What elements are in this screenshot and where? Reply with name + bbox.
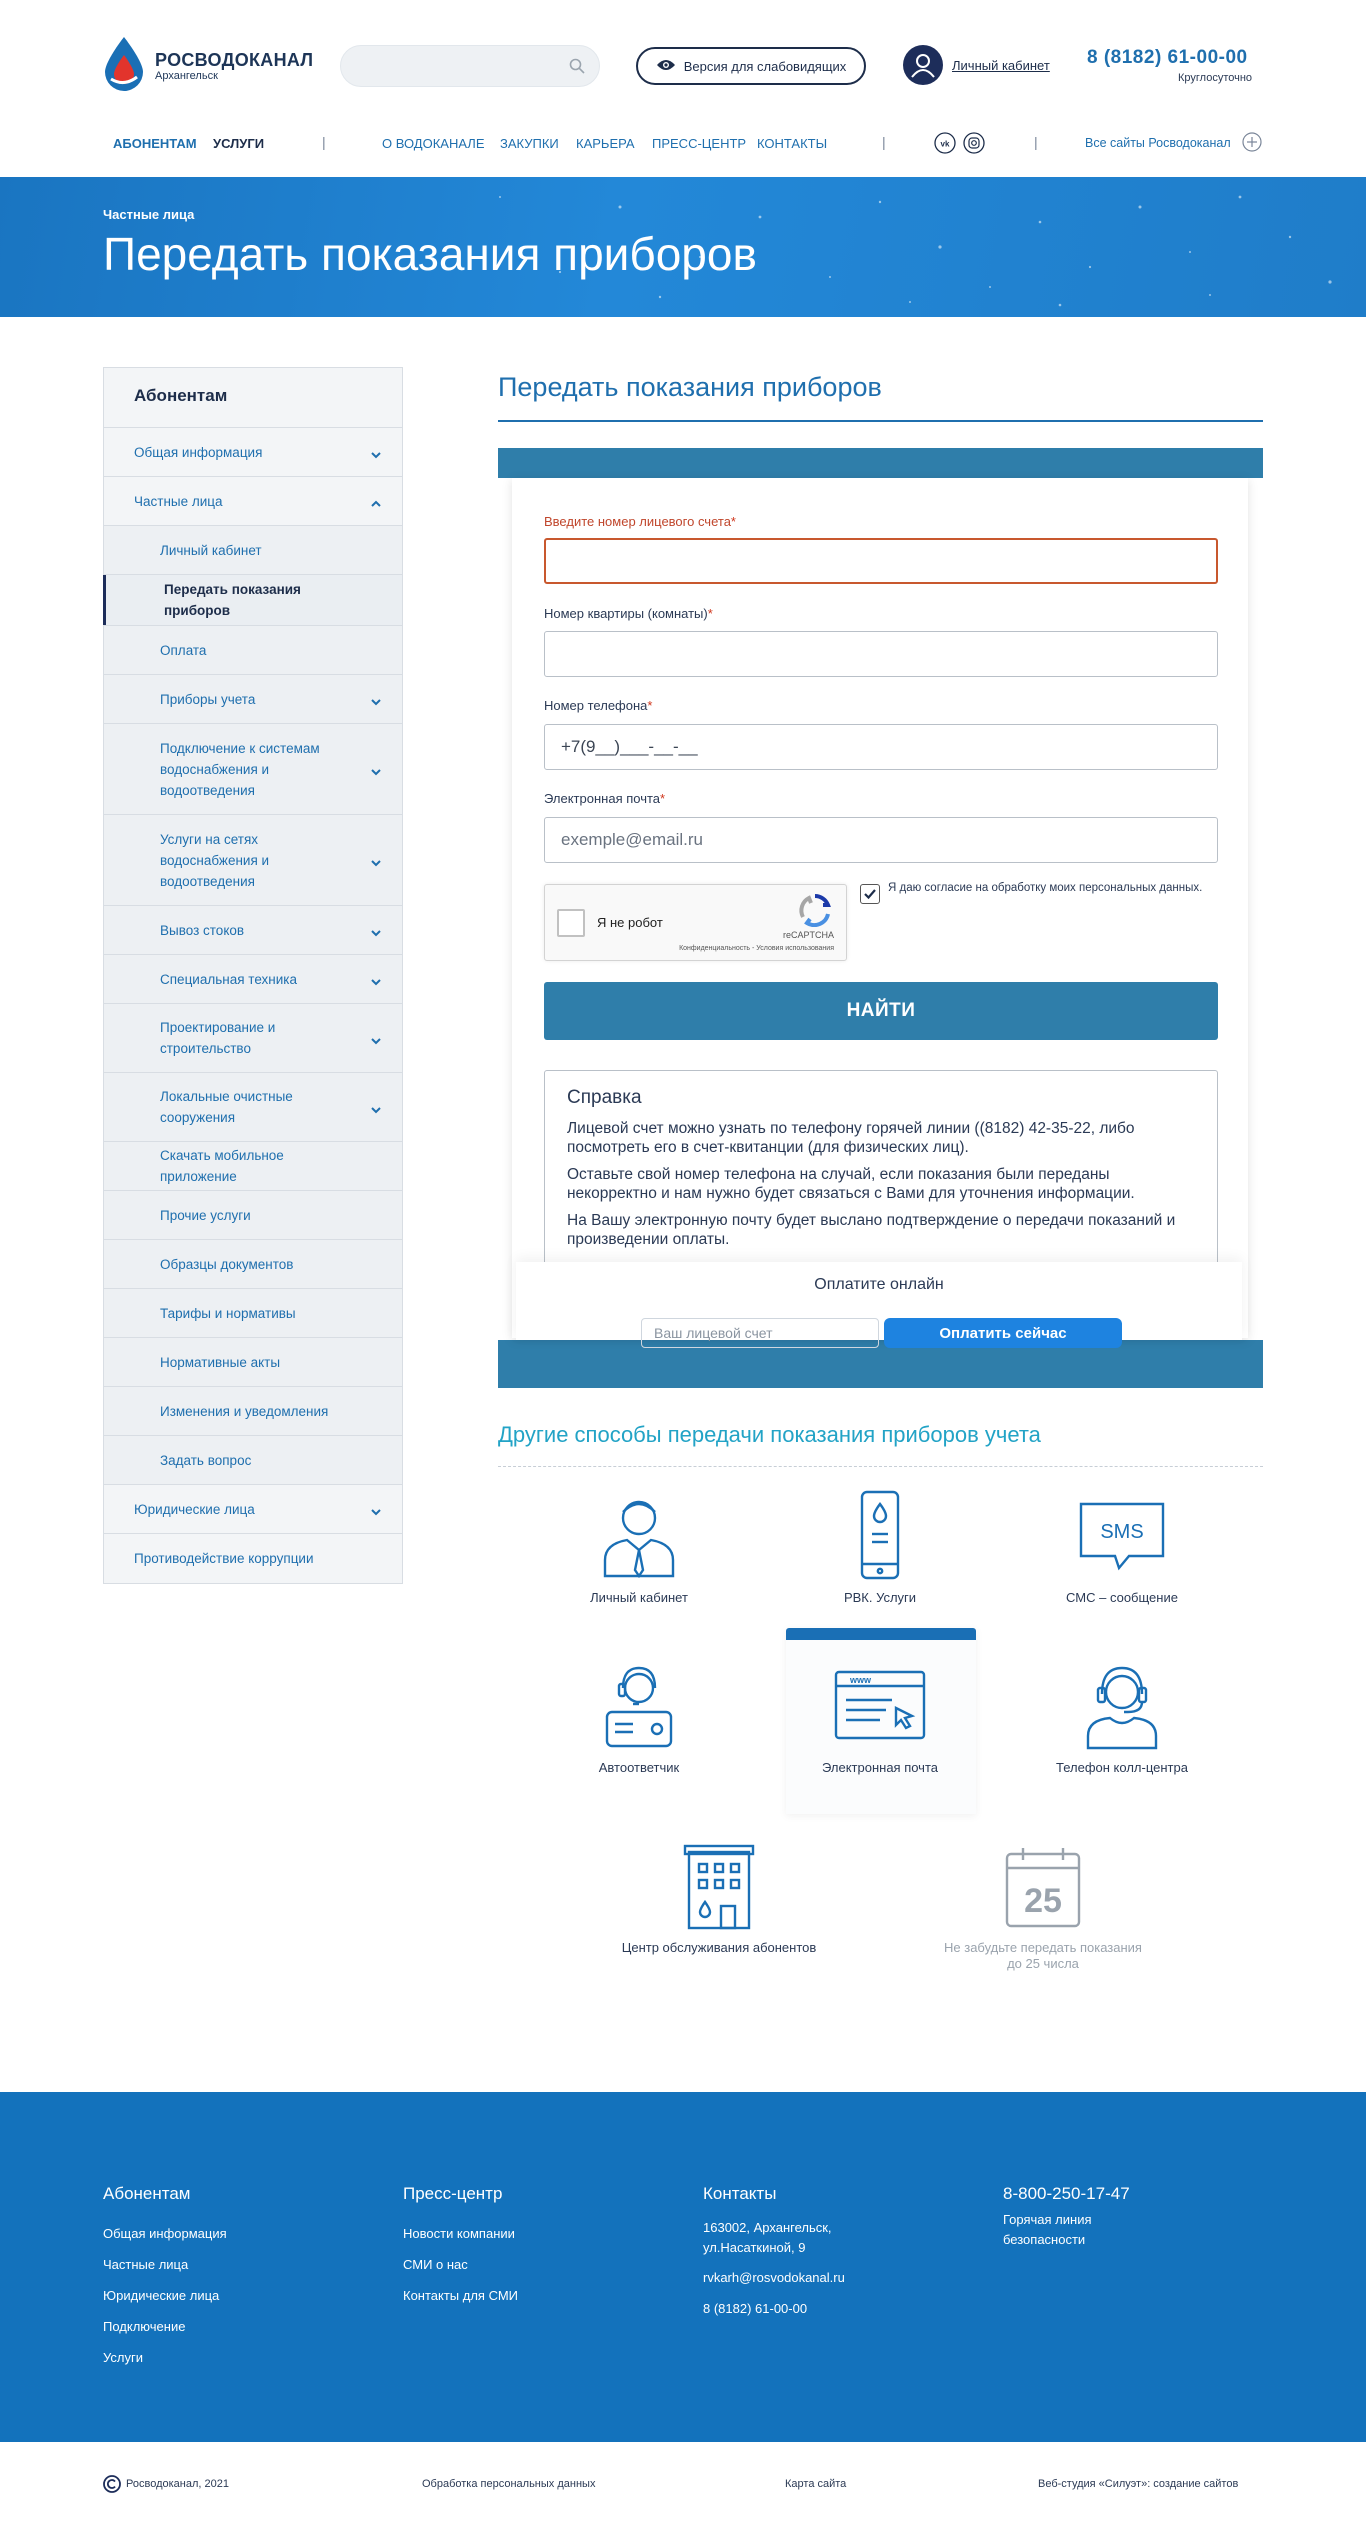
footer-col-press (403, 2184, 518, 2311)
footer-link[interactable]: Новости компании (403, 2226, 515, 2241)
svg-text:25: 25 (1024, 1882, 1062, 1920)
sidebar-item-label: Частные лица (134, 493, 223, 509)
pay-account-input[interactable]: Ваш лицевой счет (641, 1318, 879, 1348)
sidebar (103, 367, 403, 1584)
flat-label: Номер квартиры (комнаты)* (544, 606, 713, 621)
nav-about[interactable]: О ВОДОКАНАЛЕ (382, 136, 485, 151)
sidebar-item[interactable] (104, 1240, 402, 1289)
phone-input[interactable]: +7(9__)___-__-__ (544, 724, 1218, 770)
sidebar-item[interactable] (104, 1387, 402, 1436)
nav-uslugi[interactable]: УСЛУГИ (213, 136, 265, 151)
captcha-label: Я не робот (597, 915, 663, 930)
sidebar-item-label: Подключение к системам водоснабжения и водоотведения (160, 740, 320, 798)
footer-link[interactable]: Контакты для СМИ (403, 2288, 519, 2303)
sidebar-item-label: Задать вопрос (160, 1452, 252, 1468)
checkmark-icon (861, 885, 879, 903)
consent-label: Я даю согласие на обработку моих персональных данных. (888, 882, 1203, 894)
breadcrumb[interactable]: Частные лица (103, 207, 195, 222)
sidebar-item[interactable] (104, 575, 402, 626)
footer-link[interactable]: Юридические лица (103, 2288, 220, 2303)
footer (0, 2092, 1366, 2442)
sidebar-item[interactable] (104, 1289, 402, 1338)
sidebar-item-label: Личный кабинет (160, 542, 262, 558)
sidebar-item[interactable] (104, 724, 402, 815)
chevron-down-icon[interactable] (370, 446, 382, 458)
chevron-down-icon[interactable] (370, 1503, 382, 1515)
footer-link[interactable]: СМИ о нас (403, 2257, 468, 2272)
sidebar-item[interactable] (104, 1004, 402, 1073)
method-item[interactable] (1022, 1664, 1222, 1776)
copyright-icon (103, 2475, 121, 2498)
sitemap-link[interactable]: Карта сайта (785, 2478, 847, 2490)
header-phone[interactable]: 8 (8182) 61-00-00 (1087, 47, 1248, 68)
footer-phone[interactable]: 8 (8182) 61-00-00 (703, 2301, 808, 2316)
building-icon (677, 1844, 761, 1930)
sidebar-item-label: Юридические лица (134, 1501, 255, 1517)
method-label: Личный кабинет (590, 1590, 688, 1605)
person-icon (597, 1490, 681, 1580)
plus-circle-icon[interactable] (1242, 132, 1262, 157)
method-label: Центр обслуживания абонентов (621, 1940, 817, 1955)
sidebar-item[interactable] (104, 428, 402, 477)
chevron-down-icon[interactable] (370, 924, 382, 936)
search-input[interactable] (340, 45, 600, 87)
browser-icon (832, 1664, 928, 1750)
sidebar-item[interactable] (104, 1073, 402, 1142)
chevron-down-icon[interactable] (370, 693, 382, 705)
footer-link[interactable]: Услуги (103, 2350, 143, 2365)
method-label: Телефон колл-центра (1056, 1760, 1188, 1775)
captcha-checkbox[interactable] (557, 909, 585, 937)
pay-now-button[interactable]: Оплатить сейчас (884, 1318, 1122, 1348)
sidebar-item-label: Оплата (160, 642, 207, 658)
sidebar-item-label: Локальные очистные сооружения (160, 1089, 293, 1125)
find-button[interactable]: НАЙТИ (544, 982, 1218, 1040)
sidebar-item[interactable] (104, 526, 402, 575)
sidebar-item-label: Передать показания приборов (164, 582, 301, 618)
sidebar-item-label: Специальная техника (160, 971, 297, 987)
sidebar-item[interactable] (104, 477, 402, 526)
footer-col-hotline (1003, 2184, 1163, 2250)
logo-subtitle: Архангельск (155, 70, 218, 82)
footer-link[interactable]: Общая информация (103, 2226, 227, 2241)
phone-note: Круглосуточно (1178, 72, 1253, 84)
captcha-brand: reCAPTCHA (782, 930, 834, 940)
svg-text:SMS: SMS (1100, 1521, 1144, 1543)
studio-link[interactable]: Веб-студия «Силуэт»: создание сайтов (1038, 2478, 1239, 2490)
methods-title: Другие способы передачи показания приборов учета (498, 1422, 1041, 1447)
hotline-phone[interactable]: 8-800-250-17-47 (1003, 2184, 1130, 2203)
eye-icon (656, 58, 676, 75)
reference-text: На Вашу электронную почту будет выслано подтверждение о передачи показаний и произведении оплаты. (567, 1212, 1176, 1248)
method-item[interactable] (780, 1664, 980, 1776)
title-underline (498, 420, 1263, 422)
footer-col-contacts (703, 2184, 863, 2324)
hotline-label: Горячая линия безопасности (1003, 2212, 1092, 2247)
sidebar-item-label: Вывоз стоков (160, 922, 245, 938)
reference-text: Оставьте свой номер телефона на случай, если показания были переданы некорректно и нам нужно будет связаться с Вами для уточнения информации. (567, 1166, 1135, 1202)
search-icon[interactable] (569, 58, 585, 74)
chevron-down-icon[interactable] (370, 854, 382, 866)
methods-divider (498, 1466, 1263, 1467)
recaptcha-logo-icon (798, 893, 832, 932)
sidebar-item-label: Нормативные акты (160, 1354, 281, 1370)
email-label: Электронная почта* (544, 791, 666, 806)
reference-box (544, 1070, 1218, 1270)
method-label: Электронная почта (821, 1760, 938, 1775)
pay-title: Оплатите онлайн (814, 1276, 944, 1293)
method-item[interactable] (539, 1664, 739, 1776)
nav-career[interactable]: КАРЬЕРА (576, 136, 635, 151)
pay-online-widget (516, 1262, 1242, 1340)
privacy-link[interactable]: Обработка персональных данных (422, 2478, 596, 2490)
sidebar-item[interactable] (104, 1534, 402, 1583)
sidebar-item-label: Образцы документов (160, 1256, 294, 1272)
chevron-up-icon[interactable] (370, 495, 382, 507)
account-input[interactable] (544, 538, 1218, 584)
nav-press[interactable]: ПРЕСС-ЦЕНТР (652, 136, 747, 151)
method-label: Не забудьте передать показания до 25 числа (944, 1940, 1142, 1971)
sidebar-item-label: Тарифы и нормативы (160, 1305, 296, 1321)
answering-machine-icon (597, 1664, 681, 1750)
svg-text:vk: vk (940, 139, 950, 149)
sidebar-item[interactable] (104, 1142, 402, 1191)
page-title: Передать показания приборов (103, 228, 757, 280)
chevron-down-icon[interactable] (370, 973, 382, 985)
sidebar-item[interactable] (104, 1436, 402, 1485)
footer-heading[interactable]: Контакты (703, 2184, 777, 2203)
flat-input[interactable] (544, 631, 1218, 677)
reference-title: Справка (567, 1087, 642, 1108)
method-item[interactable] (1022, 1490, 1222, 1606)
sidebar-item[interactable] (104, 906, 402, 955)
sidebar-item[interactable] (104, 1338, 402, 1387)
sidebar-item-label: Услуги на сетях водоснабжения и водоотведения (160, 831, 270, 889)
active-indicator (103, 575, 106, 625)
method-item[interactable] (780, 1490, 980, 1606)
sms-icon (1077, 1490, 1167, 1580)
chevron-down-icon[interactable] (370, 763, 382, 775)
sidebar-item[interactable] (104, 1191, 402, 1240)
user-avatar-icon[interactable] (903, 45, 943, 85)
nav-divider: | (322, 134, 326, 150)
footer-email[interactable]: rvkarh@rosvodokanal.ru (703, 2270, 845, 2285)
chevron-down-icon[interactable] (370, 1101, 382, 1113)
footer-link[interactable]: Частные лица (103, 2257, 189, 2272)
footer-heading[interactable]: Пресс-центр (403, 2184, 503, 2203)
sidebar-item-label: Скачать мобильное приложение (160, 1148, 284, 1184)
headset-operator-icon (1080, 1664, 1164, 1750)
form-title: Передать показания приборов (498, 372, 882, 402)
account-label: Введите номер лицевого счета* (544, 514, 736, 529)
sidebar-item-label: Изменения и уведомления (160, 1403, 329, 1419)
footer-address: 163002, Архангельск, ул.Насаткиной, 9 (703, 2220, 832, 2255)
method-label: Автоответчик (598, 1760, 680, 1775)
page-banner (0, 177, 1366, 317)
footer-heading[interactable]: Абонентам (103, 2184, 191, 2203)
captcha-links[interactable]: Конфиденциальность - Условия использования (679, 945, 834, 952)
nav-abonentam[interactable]: АБОНЕНТАМ (113, 136, 197, 151)
vk-icon[interactable] (934, 132, 956, 159)
vision-label: Версия для слабовидящих (683, 58, 847, 74)
sidebar-item-label: Общая информация (134, 444, 263, 460)
method-item[interactable] (539, 1490, 739, 1606)
sidebar-item-label: Противодействие коррупции (134, 1551, 314, 1566)
sidebar-item[interactable] (104, 1485, 402, 1534)
sidebar-item[interactable] (104, 626, 402, 675)
nav-zakupki[interactable]: ЗАКУПКИ (500, 136, 559, 151)
instagram-icon[interactable] (963, 132, 985, 159)
method-card-highlight-bar (786, 1628, 976, 1640)
recaptcha-widget[interactable] (544, 884, 847, 961)
nav-divider: | (1034, 134, 1038, 150)
footer-link[interactable]: Подключение (103, 2319, 186, 2334)
method-item (943, 1844, 1143, 1972)
sidebar-item-label: Прочие услуги (160, 1207, 251, 1223)
vision-impaired-button[interactable] (636, 47, 866, 85)
chevron-down-icon[interactable] (370, 1032, 382, 1044)
sidebar-title: Абонентам (104, 368, 402, 428)
all-sites-link[interactable]: Все сайты Росводоканал (1085, 136, 1231, 150)
phone-label: Номер телефона* (544, 698, 653, 713)
method-item[interactable] (619, 1844, 819, 1956)
logo-title[interactable]: РОСВОДОКАНАЛ (155, 50, 314, 70)
nav-contacts[interactable]: КОНТАКТЫ (757, 136, 828, 151)
svg-text:www: www (850, 1675, 872, 1685)
smartphone-icon (838, 1490, 922, 1580)
sidebar-item[interactable] (104, 815, 402, 906)
footer-col-abonentam (103, 2184, 227, 2373)
sidebar-item-label: Проектирование и строительство (160, 1020, 276, 1056)
email-input[interactable]: exemple@email.ru (544, 817, 1218, 863)
method-label: СМС – сообщение (1066, 1590, 1178, 1605)
sidebar-item[interactable] (104, 675, 402, 724)
copyright: Росводоканал, 2021 (126, 2478, 229, 2490)
reference-text: Лицевой счет можно узнать по телефону горячей линии ((8182) 42-35-22, либо посмотреть его в счет-квитанции (для физических лиц). (567, 1120, 1135, 1156)
sidebar-item-label: Приборы учета (160, 691, 256, 707)
form-top-bar (498, 448, 1263, 478)
cabinet-link[interactable]: Личный кабинет (952, 58, 1050, 73)
calendar-icon (1001, 1844, 1085, 1930)
nav-divider: | (882, 134, 886, 150)
method-label: РВК. Услуги (843, 1590, 917, 1605)
form-bottom-bar (498, 1340, 1263, 1388)
consent-checkbox[interactable] (860, 884, 880, 904)
sidebar-item[interactable] (104, 955, 402, 1004)
logo-drop-icon[interactable] (103, 35, 145, 91)
